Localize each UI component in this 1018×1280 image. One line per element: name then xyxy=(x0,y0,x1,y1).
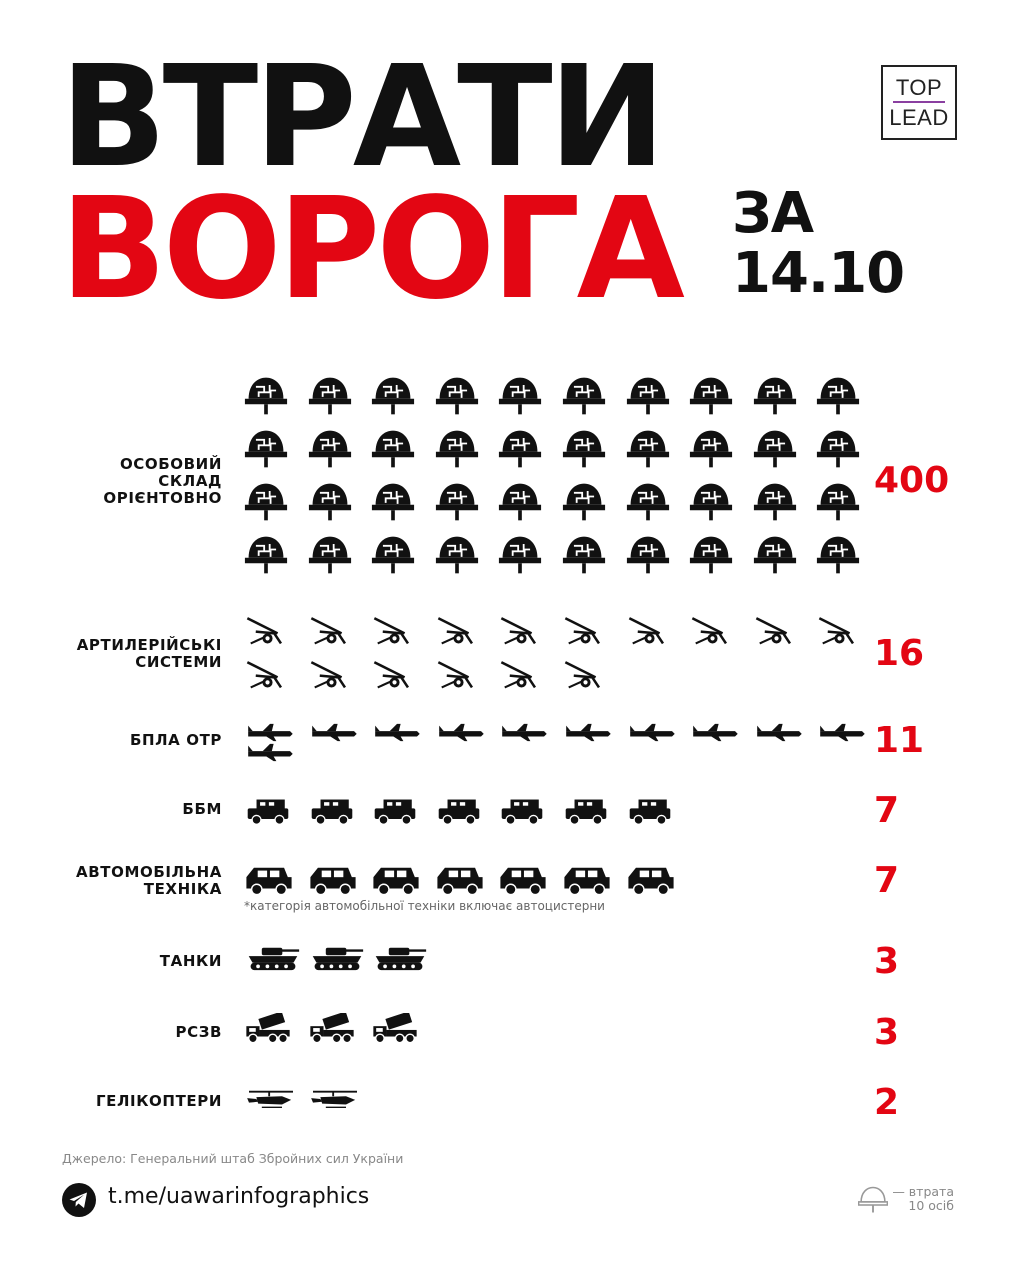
howitzer-icon xyxy=(308,656,350,692)
car-icon xyxy=(435,864,485,896)
helmet-icon xyxy=(308,534,352,576)
helmet-icon xyxy=(308,481,352,523)
howitzer-icon xyxy=(498,656,540,692)
helmet-icon xyxy=(498,428,542,470)
category-label-0: ОСОБОВИЙ СКЛАД ОРІЄНТОВНО xyxy=(103,455,222,507)
helmet-icon xyxy=(244,428,288,470)
howitzer-icon xyxy=(562,612,604,648)
drone-icon xyxy=(562,722,614,742)
logo-top: TOP xyxy=(895,74,943,100)
mlrs-icon xyxy=(308,1013,356,1045)
helmet-icon xyxy=(435,481,479,523)
howitzer-icon xyxy=(753,612,795,648)
car-icon xyxy=(562,864,612,896)
category-label-4: АВТОМОБІЛЬНА ТЕХНІКА xyxy=(76,863,222,898)
howitzer-icon xyxy=(435,656,477,692)
value-label-4: 7 xyxy=(874,860,900,901)
helmet-icon xyxy=(308,428,352,470)
helmet-icon xyxy=(753,375,797,417)
howitzer-icon xyxy=(626,612,668,648)
drone-icon xyxy=(816,722,868,742)
helmet-icon xyxy=(244,534,288,576)
helmet-icon xyxy=(626,481,670,523)
value-label-1: 16 xyxy=(874,633,925,674)
howitzer-icon xyxy=(562,656,604,692)
helmet-icon xyxy=(689,481,733,523)
apc-icon xyxy=(308,796,356,826)
car-icon xyxy=(371,864,421,896)
date-prefix: ЗА xyxy=(732,181,814,246)
howitzer-icon xyxy=(498,612,540,648)
helmet-icon xyxy=(858,1185,888,1215)
helmet-icon xyxy=(816,481,860,523)
value-label-2: 11 xyxy=(874,720,925,761)
helmet-icon xyxy=(498,534,542,576)
drone-icon xyxy=(371,722,423,742)
drone-icon xyxy=(244,742,296,762)
helicopter-icon xyxy=(308,1088,362,1110)
telegram-icon[interactable] xyxy=(62,1183,96,1217)
helmet-icon xyxy=(562,428,606,470)
drone-icon xyxy=(498,722,550,742)
helmet-icon xyxy=(371,375,415,417)
helmet-icon xyxy=(816,534,860,576)
helmet-icon xyxy=(308,375,352,417)
category-label-5: ТАНКИ xyxy=(159,952,222,970)
helmet-icon xyxy=(244,481,288,523)
drone-icon xyxy=(308,722,360,742)
helmet-icon xyxy=(435,534,479,576)
telegram-link[interactable]: t.me/uawarinfographics xyxy=(108,1184,370,1209)
tank-icon xyxy=(308,944,366,972)
legend-text: — втрата 10 осіб xyxy=(892,1184,954,1213)
category-label-7: ГЕЛІКОПТЕРИ xyxy=(95,1092,222,1110)
value-label-3: 7 xyxy=(874,790,900,831)
mlrs-icon xyxy=(244,1013,292,1045)
helmet-icon xyxy=(562,375,606,417)
helmet-icon xyxy=(689,375,733,417)
value-label-6: 3 xyxy=(874,1012,900,1053)
car-icon xyxy=(308,864,358,896)
value-label-7: 2 xyxy=(874,1082,900,1123)
howitzer-icon xyxy=(435,612,477,648)
helicopter-icon xyxy=(244,1088,298,1110)
title-line-2: ВОРОГА xyxy=(60,168,681,331)
howitzer-icon xyxy=(244,612,286,648)
helmet-icon xyxy=(435,428,479,470)
category-label-1: АРТИЛЕРІЙСЬКІ СИСТЕМИ xyxy=(76,636,222,671)
howitzer-icon xyxy=(244,656,286,692)
helmet-icon xyxy=(562,534,606,576)
tank-icon xyxy=(371,944,429,972)
helmet-icon xyxy=(498,481,542,523)
logo-divider xyxy=(893,101,945,103)
apc-icon xyxy=(562,796,610,826)
helmet-icon xyxy=(816,428,860,470)
howitzer-icon xyxy=(816,612,858,648)
howitzer-icon xyxy=(689,612,731,648)
drone-icon xyxy=(689,722,741,742)
value-label-0: 400 xyxy=(874,460,950,501)
car-icon xyxy=(244,864,294,896)
helmet-icon xyxy=(498,375,542,417)
car-icon xyxy=(626,864,676,896)
howitzer-icon xyxy=(371,656,413,692)
title-line-1: ВТРАТИ xyxy=(60,36,662,199)
drone-icon xyxy=(753,722,805,742)
category-label-3: ББМ xyxy=(182,800,222,818)
helmet-icon xyxy=(626,428,670,470)
logo-bottom: LEAD xyxy=(889,105,949,130)
helmet-icon xyxy=(753,428,797,470)
helmet-icon xyxy=(816,375,860,417)
source-text: Джерело: Генеральний штаб Збройних сил України xyxy=(62,1151,404,1166)
howitzer-icon xyxy=(371,612,413,648)
mlrs-icon xyxy=(371,1013,419,1045)
apc-icon xyxy=(371,796,419,826)
apc-icon xyxy=(626,796,674,826)
helmet-icon xyxy=(626,375,670,417)
helmet-icon xyxy=(753,534,797,576)
apc-icon xyxy=(498,796,546,826)
helmet-icon xyxy=(244,375,288,417)
howitzer-icon xyxy=(308,612,350,648)
category-label-6: РСЗВ xyxy=(175,1023,222,1041)
helmet-icon xyxy=(753,481,797,523)
drone-icon xyxy=(626,722,678,742)
helmet-icon xyxy=(371,534,415,576)
top-lead-logo xyxy=(881,65,957,140)
helmet-icon xyxy=(626,534,670,576)
apc-icon xyxy=(435,796,483,826)
helmet-icon xyxy=(371,481,415,523)
date: 14.10 xyxy=(732,241,905,306)
helmet-icon xyxy=(689,534,733,576)
helmet-icon xyxy=(371,428,415,470)
drone-icon xyxy=(435,722,487,742)
helmet-icon xyxy=(689,428,733,470)
vehicle-note: *категорія автомобільної техніки включає автоцистерни xyxy=(244,899,605,913)
helmet-icon xyxy=(435,375,479,417)
helmet-icon xyxy=(562,481,606,523)
car-icon xyxy=(498,864,548,896)
apc-icon xyxy=(244,796,292,826)
tank-icon xyxy=(244,944,302,972)
value-label-5: 3 xyxy=(874,941,900,982)
drone-icon xyxy=(244,722,296,742)
category-label-2: БПЛА ОТР xyxy=(129,731,222,749)
